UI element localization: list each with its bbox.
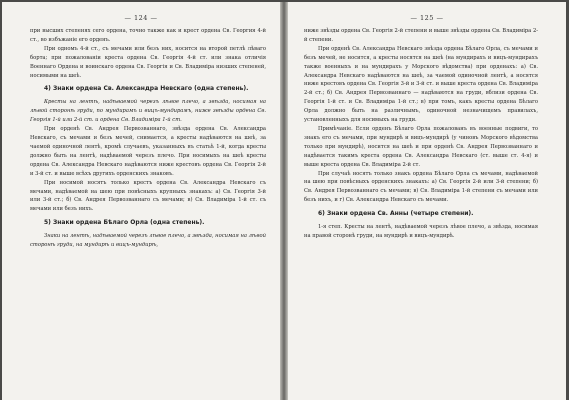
paragraph: ниже звѣзды ордена Св. Георгія 2-й степени и выше звѣзды ордена Св. Владиміра 2-й степени. — [304, 28, 538, 43]
section-heading: 4) Знаки ордена Св. Александра Невскаго (одна степень). — [44, 85, 249, 93]
paragraph: При случаѣ носятъ только знакъ ордена Бѣлаго Орла съ мечами, надѣваемой на шею при повѣсныхъ орденскихъ знакахъ: а) Св. Георгія 2-й или 3-й степени; б) Св. Андрея Первозваннаго съ мечами; в) Св. Владиміра 1-й степени съ мечами или безъ нихъ, и г) Св. Александра Невскаго съ мечами. — [304, 170, 538, 204]
paragraph: 1-я степ. Кресты на лентѣ, надѣваемой черезъ лѣвое плечо, а звѣзда, носимая на правой сторонѣ груди, на мундирѣ и вицъ-мундирѣ. — [304, 224, 538, 240]
page-text — [304, 27, 538, 241]
paragraph: При орденѣ Св. Александра Невскаго звѣзда ордена Бѣлаго Орла, съ мечами и безъ мечей, не носится, а кресты носятся на шеѣ (на мундирахъ и вицъ-мундирахъ также военныхъ и на мундирахъ у Морского вѣдомства) при орденахъ: а) Св. Александра Невскаго надѣваются на шеѣ, за чаемой одиночной лентѣ, а носятся ниже крестовъ ордена Св. Георгія 3-й и 3-й ст. и выше креста ордена Св. Владиміра 2-й ст.; б) Св. Андрея Первозваннаго — надѣваются на груди, вблизи ордена Св. Георгія 1-й ст. и Св. Владиміра 1-й ст.; в) при томъ, какъ кресты ордена Бѣлаго Орла должно быть на различнымъ, одиночной незначищемъ правилахъ, установленныхъ для носимыхъ на груди. — [304, 45, 538, 124]
page-number: — 125 — — [410, 14, 444, 22]
paragraph: При одномъ 4-й ст., съ мечами или безъ них, носится на второй петлѣ лѣваго борта; при пожалованіи креста ордена Св. Георгія 4-й ст. или знака отличія Военнаго Ордена и воинскаго ордена Св. Георгія и Св. Владиміра низших степеней, носимыми на шеѣ. — [30, 45, 266, 79]
section-heading: 5) Знаки ордена Бѣлаго Орла (одна степень). — [44, 219, 205, 227]
section-heading: 6) Знаки ордена Св. Анны (четыре степени). — [318, 210, 474, 218]
book-gutter — [280, 2, 288, 400]
page-number: — 124 — — [124, 14, 158, 22]
paragraph: при высших степенях сего ордена, точно также как и крест ордена Св. Георгия 4-й ст., во избъжаніе его орденъ. — [30, 28, 266, 43]
right-page — [288, 2, 566, 400]
paragraph: Примѣчаніе. Если орденъ Бѣлаго Орла пожалованъ въ военные подвиги, то знакъ его съ мечами, при мундирѣ и вицъ-мундирѣ (у чиновъ Морского вѣдомства только при мундирѣ), носится на шеѣ и при орденѣ Св. Андрея Первозваннаго и надѣвается такимъ креста ордена Св. Александра Невскаго (ст. выше ст. 4-я) и выше креста ордена Св. Владиміра 2-й ст. — [304, 125, 538, 168]
paragraph: Кресты на лентѣ, надѣваемой черезъ лѣвое плечо, а звѣзда, носимая на лѣвой сторонѣ груди, по мундирамъ и вицъ-мундирамъ, ниже звѣзды ордена Св. Георгія 1-й или 2-й ст. и ордена Св. Владиміра 1-й ст. — [30, 99, 266, 124]
paragraph: При носимой носятъ только крестъ ордена Св. Александра Невскаго съ мечами, надѣваемой на шею при повѣсныхъ крупныхъ знакахъ: а) Св. Георгія 3-й или 3-й ст.; б) Св. Андрея Первозваннаго съ мечами; в) Св. Владиміра 1-й ст. съ мечами или безъ нихъ. — [30, 179, 266, 213]
page-text — [30, 27, 266, 250]
left-page — [2, 2, 280, 400]
paragraph: Знаки на лентѣ, надѣваемой черезъ лѣвое плечо, а звѣзда, носимая на лѣвой сторонѣ груди, на мундирѣ и вицъ-мундирѣ, — [30, 233, 266, 249]
paragraph: При орденѣ Св. Андрея Первозваннаго, звѣзда ордена Св. Александра Невскаго, съ мечами и безъ мечей, снимается, а кресты надѣваются на шеѣ, за чаемой одиночной лентѣ, кромѣ случаевъ, указанныхъ въ статьѣ 1-й, когда кресты должно быть на лентѣ, надѣваемой черезъ плечо. При носимыхъ на шеѣ кресты ордена Св. Александра Невскаго надѣваются ниже крестовъ ордена Св. Георгія 2-й и 3-й ст. и выше всѣхъ другихъ орденскихъ знаковъ. — [30, 126, 266, 177]
